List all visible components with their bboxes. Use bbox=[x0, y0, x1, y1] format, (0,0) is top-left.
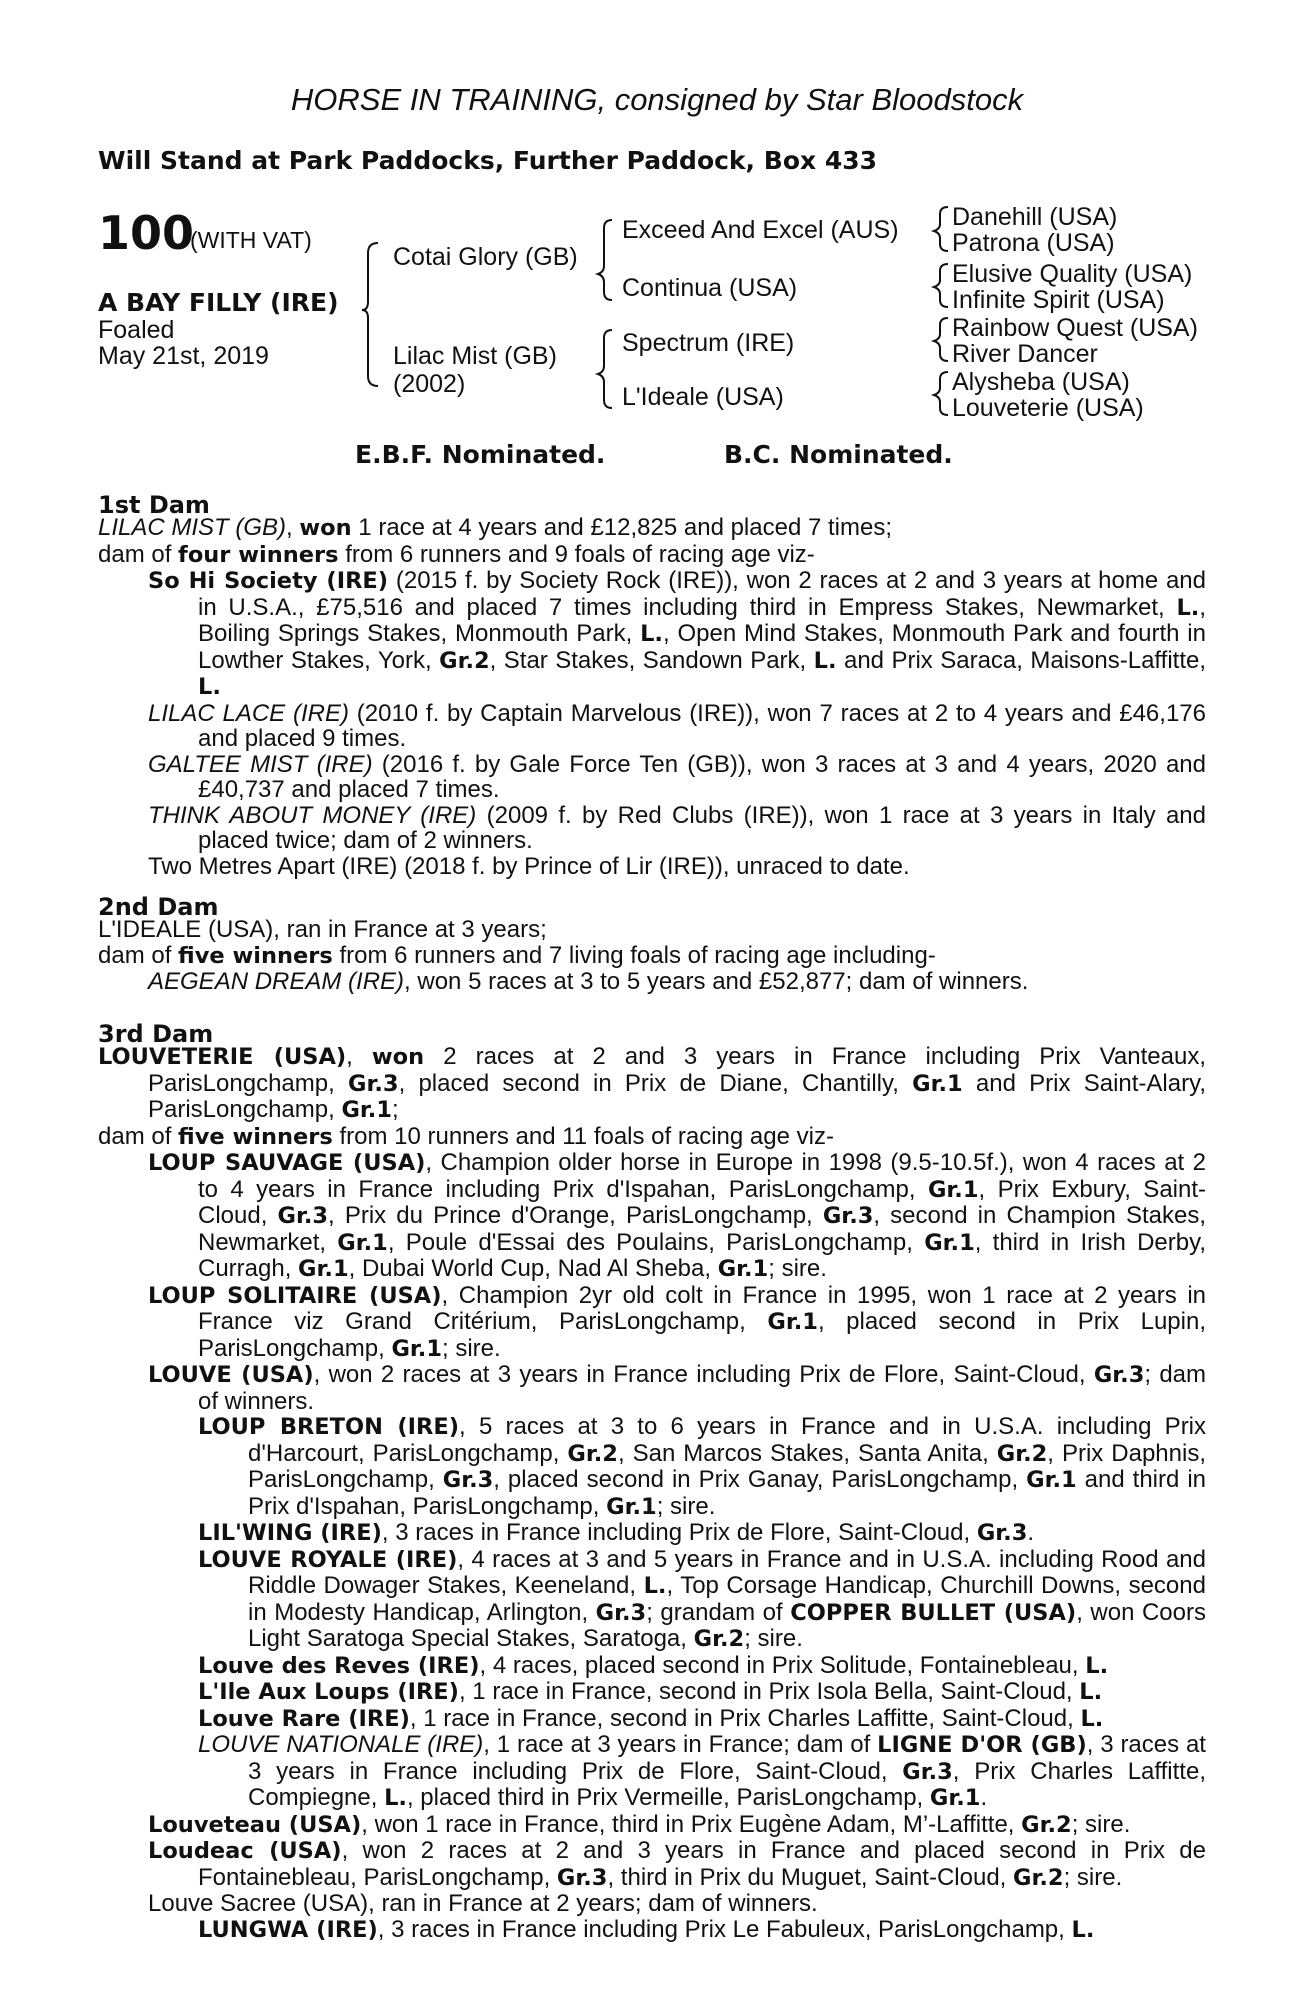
gen3-ancestor: Patrona (USA) bbox=[952, 229, 1115, 257]
dam-dam: L'Ideale (USA) bbox=[622, 383, 784, 411]
second-dam-text: L'IDEALE (USA), ran in France at 3 years; dam of five winners from 6 runners and 7 living foals of racing age including- AEGEAN DREAM (IRE), won 5 races at 3 to 5 years and £52,877; dam of winners. bbox=[98, 916, 1029, 995]
section-heading-2nd-dam: 2nd Dam bbox=[98, 893, 219, 921]
dam-sire: Spectrum (IRE) bbox=[622, 329, 795, 357]
foaled-label: Foaled bbox=[98, 316, 175, 344]
third-dam-text: LOUVETERIE (USA), won 2 races at 2 and 3 years in France including Prix Vanteaux, ParisLongchamp, Gr.3, placed second in Prix de Diane, Chantilly, Gr.1 and Prix Saint-Alary, ParisLongchamp, Gr.1; dam of five winners from 10 runners and 11 foals of racing age viz- LOUP SAUVAGE (USA), Champion older horse in Europe in 1998 (9.5-10.5f.), won 4 races at 2 to 4 years in France including Prix d'Ispahan, ParisLongchamp, Gr.1, Prix Exbury, Saint-Cloud, Gr.3, Prix du Prince d'Orange, ParisLongchamp, Gr.3, second in Champion Stakes, Newmarket, Gr.1, Poule d'Essai des Poulains, ParisLongchamp, Gr.1, third in Irish Derby, Curragh, Gr.1, Dubai World Cup, Nad Al Sheba, Gr.1; sire. LOUP SOLITAIRE (USA), Champion 2yr old colt in France in 1995, won 1 race at 2 years in France viz Grand Critérium, ParisLongchamp, Gr.1, placed second in Prix Lupin, ParisLongchamp, Gr.1; sire. LOUVE (USA), won 2 races at 3 years in France including Prix de Flore, Saint-Cloud, Gr.3; dam of winners. LOUP BRETON (IRE), 5 races at 3 to 6 years in France and in U.S.A. including Prix d'Harcourt, ParisLongchamp, Gr.2, San Marcos Stakes, Santa Anita, Gr.2, Prix Daphnis, ParisLongchamp, Gr.3, placed second in Prix Ganay, ParisLongchamp, Gr.1 and third in Prix d'Ispahan, ParisLongchamp, Gr.1; sire. LIL'WING (IRE), 3 races in France including Prix de Flore, Saint-Cloud, Gr.3. LOUVE ROYALE (IRE), 4 races at 3 and 5 years in France and in U.S.A. including Rood and Riddle Dowager Stakes, Keeneland, L., Top Corsage Handicap, Churchill Downs, second in Modesty Handicap, Arlington, Gr.3; grandam of COPPER BULLET (USA), won Coors Light Saratoga Special Stakes, Saratoga, Gr.2; sire. Louve des Reves (IRE), 4 races, placed second in Prix Solitude, Fontainebleau, L. L'Ile Aux Loups (IRE), 1 race in France, second in Prix Isola Bella, Saint-Cloud, L. Louve Rare (IRE), 1 race in France, second in Prix Charles Laffitte, Saint-Cloud, L. LOUVE NATIONALE (IRE), 1 race at 3 years in France; dam of LIGNE D'OR (GB), 3 races at 3 years in France including Prix de Flore, Saint-Cloud, Gr.3, Prix Charles Laffitte, Compiegne, L., placed third in Prix Vermeille, ParisLongchamp, Gr.1. Louveteau (USA), won 1 race in France, third in Prix Eugène Adam, M’-Laffitte, Gr.2; sire. Loudeac (USA), won 2 races at 2 and 3 years in France and placed second in Prix de Fontainebleau, ParisLongchamp, Gr.3, third in Prix du Muguet, Saint-Cloud, Gr.2; sire. Louve Sacree (USA), ran in France at 2 years; dam of winners. LUNGWA (IRE), 3 races in France including Prix Le Fabuleux, ParisLongchamp, L. bbox=[98, 1043, 1207, 1943]
ebf-nomination: E.B.F. Nominated. bbox=[355, 440, 606, 469]
gen3-ancestor: River Dancer bbox=[952, 340, 1098, 368]
horse-name: A BAY FILLY (IRE) bbox=[98, 288, 339, 317]
gen3-ancestor: Rainbow Quest (USA) bbox=[952, 314, 1198, 342]
sire-dam: Continua (USA) bbox=[622, 274, 798, 302]
section-heading-1st-dam: 1st Dam bbox=[98, 491, 210, 519]
gen3-ancestor: Infinite Spirit (USA) bbox=[952, 286, 1165, 314]
foaled-date: May 21st, 2019 bbox=[98, 342, 269, 370]
sire-name: Cotai Glory (GB) bbox=[393, 243, 578, 271]
gen3-ancestor: Louveterie (USA) bbox=[952, 394, 1144, 422]
first-dam-text: LILAC MIST (GB), won 1 race at 4 years and £12,825 and placed 7 times; dam of four winners from 6 runners and 9 foals of racing age viz- So Hi Society (IRE) (2015 f. by Society Rock (IRE)), won 2 races at 2 and 3 years at home and in U.S.A., £75,516 and placed 7 times including third in Empress Stakes, Newmarket, L., Boiling Springs Stakes, Monmouth Park, L., Open Mind Stakes, Monmouth Park and fourth in Lowther Stakes, York, Gr.2, Star Stakes, Sandown Park, L. and Prix Saraca, Maisons-Laffitte, L. LILAC LACE (IRE) (2010 f. by Captain Marvelous (IRE)), won 7 races at 2 to 4 years and £46,176 and placed 9 times. GALTEE MIST (IRE) (2016 f. by Gale Force Ten (GB)), won 3 races at 3 and 4 years, 2020 and £40,737 and placed 7 times. THINK ABOUT MONEY (IRE) (2009 f. by Red Clubs (IRE)), won 1 race at 3 years in Italy and placed twice; dam of 2 winners. Two Metres Apart (IRE) (2018 f. by Prince of Lir (IRE)), unraced to date. bbox=[98, 514, 1207, 880]
gen3-ancestor: Elusive Quality (USA) bbox=[952, 260, 1193, 288]
gen3-ancestor: Danehill (USA) bbox=[952, 203, 1118, 231]
sire-sire: Exceed And Excel (AUS) bbox=[622, 216, 899, 244]
lot-number: 100 bbox=[98, 206, 195, 260]
bc-nomination: B.C. Nominated. bbox=[724, 440, 953, 469]
stand-location: Will Stand at Park Paddocks, Further Paddock, Box 433 bbox=[98, 146, 878, 175]
page-header: HORSE IN TRAINING, consigned by Star Bloodstock bbox=[290, 82, 1024, 117]
section-heading-3rd-dam: 3rd Dam bbox=[98, 1020, 214, 1048]
vat-label: (WITH VAT) bbox=[190, 227, 312, 253]
gen3-ancestor: Alysheba (USA) bbox=[952, 368, 1130, 396]
dam-name: Lilac Mist (GB) bbox=[393, 342, 557, 370]
dam-year: (2002) bbox=[393, 370, 466, 398]
